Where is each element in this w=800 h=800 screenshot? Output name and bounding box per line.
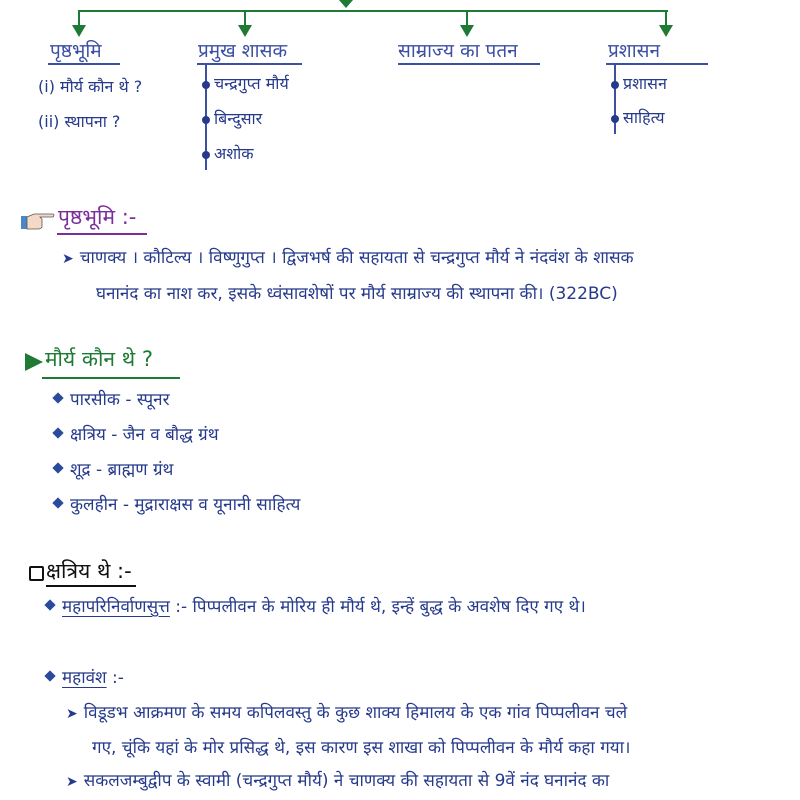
- bullet-dot-icon: [202, 81, 210, 89]
- branch-item: अशोक: [214, 144, 254, 163]
- paragraph-line: गए, चूंकि यहां के मोर प्रसिद्ध थे, इस कारण इस शाखा को पिप्पलीवन के मौर्य कहा गया।: [92, 738, 631, 758]
- diamond-bullet-icon: [44, 670, 55, 681]
- diamond-bullet-icon: [52, 427, 63, 438]
- branch-item: (ii) स्थापना ?: [38, 112, 121, 131]
- paragraph-text: विडूडभ आक्रमण के समय कपिलवस्तु के कुछ शाक्य हिमालय के एक गांव पिप्पलीवन चले: [83, 703, 628, 723]
- source-entry-mahavansha: [46, 665, 124, 688]
- list-item-text: क्षत्रिय - जैन व बौद्ध ग्रंथ: [70, 425, 219, 445]
- list-item: [54, 387, 170, 410]
- diamond-bullet-icon: [52, 462, 63, 473]
- branch-item: प्रशासन: [623, 74, 667, 93]
- branch-title: प्रशासन: [608, 40, 661, 62]
- pointer-arrow-icon: ➤: [66, 706, 78, 722]
- down-arrow-icon: [72, 25, 86, 37]
- diamond-bullet-icon: [52, 497, 63, 508]
- heading-underline: [42, 377, 180, 379]
- paragraph-line: [66, 700, 627, 723]
- branch-vertical-line: [614, 64, 616, 134]
- paragraph-line: [66, 768, 609, 791]
- branch-underline: [398, 63, 540, 65]
- source-label: महापरिनिर्वाणसुत्त: [62, 597, 170, 617]
- bullet-dot-icon: [611, 81, 619, 89]
- down-arrow-icon: [460, 25, 474, 37]
- branch-title: पृष्ठभूमि: [50, 40, 102, 62]
- paragraph-text: सकलजम्बुद्वीप के स्वामी (चन्द्रगुप्त मौर्य) ने चाणक्य की सहायता से 9वें नंद घनानंद का: [83, 771, 610, 791]
- list-item-text: शूद्र - ब्राह्मण ग्रंथ: [70, 460, 174, 480]
- list-item-text: कुलहीन - मुद्राराक्षस व यूनानी साहित्य: [70, 495, 301, 515]
- down-arrow-icon: [238, 25, 252, 37]
- tree-horizontal-line: [78, 10, 668, 12]
- source-text: :- पिप्पलीवन के मोरिय ही मौर्य थे, इन्हें बुद्ध के अवशेष दिए गए थे।: [175, 597, 586, 617]
- bullet-dot-icon: [202, 151, 210, 159]
- pointing-hand-icon: [20, 208, 56, 232]
- list-item-text: पारसीक - स्पूनर: [70, 390, 170, 410]
- diamond-bullet-icon: [52, 392, 63, 403]
- pointer-arrow-icon: ➤: [66, 774, 78, 790]
- pointer-arrow-icon: ➤: [62, 251, 74, 267]
- source-label: महावंश: [62, 668, 107, 688]
- branch-item: बिन्दुसार: [214, 109, 263, 128]
- branch-item: साहित्य: [623, 108, 665, 127]
- paragraph-line: [62, 245, 634, 268]
- branch-title: प्रमुख शासक: [198, 40, 288, 62]
- source-suffix: :-: [112, 668, 124, 688]
- list-item: [54, 457, 173, 480]
- branch-underline: [48, 63, 120, 65]
- tree-root-arrow-icon: [339, 0, 353, 8]
- green-arrow-icon: [25, 353, 43, 371]
- diamond-bullet-icon: [44, 599, 55, 610]
- section-heading: पृष्ठभूमि :-: [58, 205, 137, 229]
- section-heading: मौर्य कौन थे ?: [45, 347, 153, 371]
- branch-title: साम्राज्य का पतन: [398, 40, 518, 62]
- branch-item: चन्द्रगुप्त मौर्य: [214, 74, 289, 93]
- down-arrow-icon: [659, 25, 673, 37]
- list-item: [54, 422, 219, 445]
- bullet-dot-icon: [611, 115, 619, 123]
- bullet-dot-icon: [202, 116, 210, 124]
- paragraph-text: चाणक्य । कौटिल्य । विष्णुगुप्त । द्विजभर्ष की सहायता से चन्द्रगुप्त मौर्य ने नंदवंश के शासक: [79, 248, 634, 268]
- source-entry-mahaparinirvana: [46, 594, 586, 617]
- branch-underline: [606, 63, 708, 65]
- branch-underline: [197, 63, 302, 65]
- heading-underline: [57, 233, 147, 235]
- paragraph-line: घनानंद का नाश कर, इसके ध्वंसावशेषों पर मौर्य साम्राज्य की स्थापना की। (322BC): [96, 284, 618, 304]
- list-item: [54, 492, 300, 515]
- branch-item: (i) मौर्य कौन थे ?: [38, 77, 143, 96]
- checkbox-icon: [29, 566, 44, 581]
- heading-underline: [46, 585, 136, 587]
- section-heading: क्षत्रिय थे :-: [46, 559, 132, 583]
